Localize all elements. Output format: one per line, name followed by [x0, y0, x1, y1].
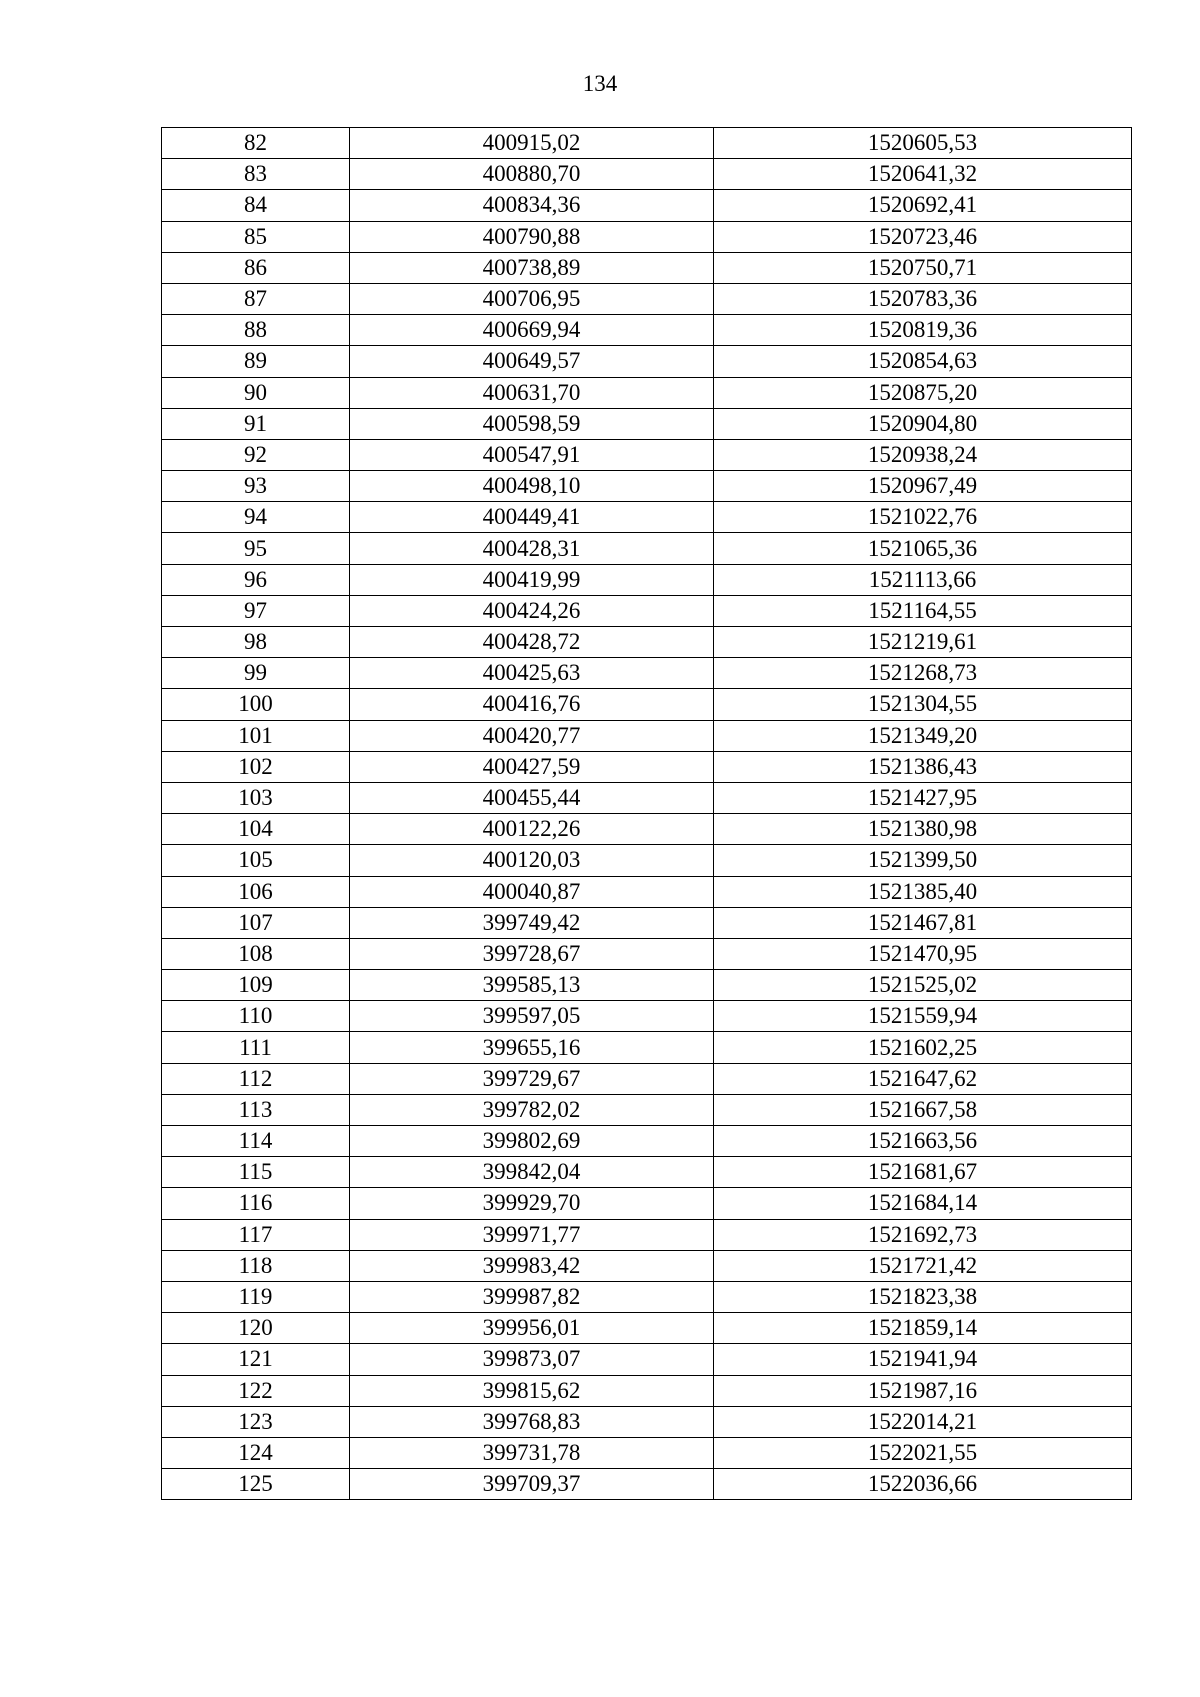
x-coordinate-cell: 400416,76	[350, 689, 714, 720]
x-coordinate-cell: 399731,78	[350, 1437, 714, 1468]
point-number-cell: 116	[162, 1188, 350, 1219]
x-coordinate-cell: 399768,83	[350, 1406, 714, 1437]
point-number-cell: 118	[162, 1250, 350, 1281]
x-coordinate-cell: 400120,03	[350, 845, 714, 876]
x-coordinate-cell: 399782,02	[350, 1094, 714, 1125]
x-coordinate-cell: 399709,37	[350, 1469, 714, 1500]
point-number-cell: 104	[162, 814, 350, 845]
point-number-cell: 111	[162, 1032, 350, 1063]
y-coordinate-cell: 1521987,16	[714, 1375, 1132, 1406]
table-row	[162, 1188, 1132, 1219]
table-row	[162, 720, 1132, 751]
table-row	[162, 159, 1132, 190]
x-coordinate-cell: 400631,70	[350, 377, 714, 408]
table-row	[162, 689, 1132, 720]
point-number-cell: 106	[162, 876, 350, 907]
x-coordinate-cell: 399597,05	[350, 1001, 714, 1032]
x-coordinate-cell: 399585,13	[350, 970, 714, 1001]
table-row	[162, 1157, 1132, 1188]
y-coordinate-cell: 1520750,71	[714, 252, 1132, 283]
x-coordinate-cell: 400428,31	[350, 533, 714, 564]
y-coordinate-cell: 1521385,40	[714, 876, 1132, 907]
table-row	[162, 1406, 1132, 1437]
y-coordinate-cell: 1521559,94	[714, 1001, 1132, 1032]
point-number-cell: 94	[162, 502, 350, 533]
y-coordinate-cell: 1521219,61	[714, 627, 1132, 658]
table-row	[162, 190, 1132, 221]
x-coordinate-cell: 400547,91	[350, 439, 714, 470]
x-coordinate-cell: 400880,70	[350, 159, 714, 190]
x-coordinate-cell: 400915,02	[350, 128, 714, 159]
table-row	[162, 658, 1132, 689]
table-row	[162, 1063, 1132, 1094]
x-coordinate-cell: 399929,70	[350, 1188, 714, 1219]
point-number-cell: 100	[162, 689, 350, 720]
table-row	[162, 346, 1132, 377]
point-number-cell: 108	[162, 938, 350, 969]
table-row	[162, 1219, 1132, 1250]
y-coordinate-cell: 1521941,94	[714, 1344, 1132, 1375]
point-number-cell: 93	[162, 471, 350, 502]
table-row	[162, 751, 1132, 782]
x-coordinate-cell: 400669,94	[350, 315, 714, 346]
x-coordinate-cell: 399815,62	[350, 1375, 714, 1406]
y-coordinate-cell: 1521681,67	[714, 1157, 1132, 1188]
y-coordinate-cell: 1521022,76	[714, 502, 1132, 533]
y-coordinate-cell: 1521525,02	[714, 970, 1132, 1001]
point-number-cell: 86	[162, 252, 350, 283]
x-coordinate-cell: 399873,07	[350, 1344, 714, 1375]
y-coordinate-cell: 1520904,80	[714, 408, 1132, 439]
y-coordinate-cell: 1520723,46	[714, 221, 1132, 252]
y-coordinate-cell: 1521684,14	[714, 1188, 1132, 1219]
x-coordinate-cell: 399956,01	[350, 1313, 714, 1344]
point-number-cell: 119	[162, 1281, 350, 1312]
table-row	[162, 1281, 1132, 1312]
table-row	[162, 471, 1132, 502]
x-coordinate-cell: 399655,16	[350, 1032, 714, 1063]
point-number-cell: 120	[162, 1313, 350, 1344]
x-coordinate-cell: 399842,04	[350, 1157, 714, 1188]
point-number-cell: 84	[162, 190, 350, 221]
y-coordinate-cell: 1521823,38	[714, 1281, 1132, 1312]
point-number-cell: 109	[162, 970, 350, 1001]
page-number: 134	[582, 71, 618, 96]
point-number-cell: 82	[162, 128, 350, 159]
point-number-cell: 83	[162, 159, 350, 190]
point-number-cell: 89	[162, 346, 350, 377]
table-row	[162, 845, 1132, 876]
x-coordinate-cell: 400428,72	[350, 627, 714, 658]
y-coordinate-cell: 1521602,25	[714, 1032, 1132, 1063]
x-coordinate-cell: 400498,10	[350, 471, 714, 502]
point-number-cell: 98	[162, 627, 350, 658]
table-row	[162, 1469, 1132, 1500]
point-number-cell: 103	[162, 782, 350, 813]
y-coordinate-cell: 1520692,41	[714, 190, 1132, 221]
y-coordinate-cell: 1520819,36	[714, 315, 1132, 346]
point-number-cell: 114	[162, 1126, 350, 1157]
y-coordinate-cell: 1522036,66	[714, 1469, 1132, 1500]
x-coordinate-cell: 400790,88	[350, 221, 714, 252]
table-row	[162, 1001, 1132, 1032]
point-number-cell: 96	[162, 564, 350, 595]
x-coordinate-cell: 400706,95	[350, 283, 714, 314]
x-coordinate-cell: 400598,59	[350, 408, 714, 439]
point-number-cell: 115	[162, 1157, 350, 1188]
point-number-cell: 97	[162, 595, 350, 626]
table-row	[162, 814, 1132, 845]
y-coordinate-cell: 1521721,42	[714, 1250, 1132, 1281]
point-number-cell: 91	[162, 408, 350, 439]
x-coordinate-cell: 399987,82	[350, 1281, 714, 1312]
x-coordinate-cell: 400420,77	[350, 720, 714, 751]
point-number-cell: 110	[162, 1001, 350, 1032]
y-coordinate-cell: 1521427,95	[714, 782, 1132, 813]
x-coordinate-cell: 399728,67	[350, 938, 714, 969]
y-coordinate-cell: 1521859,14	[714, 1313, 1132, 1344]
table-row	[162, 1344, 1132, 1375]
x-coordinate-cell: 399971,77	[350, 1219, 714, 1250]
y-coordinate-cell: 1521467,81	[714, 907, 1132, 938]
y-coordinate-cell: 1521663,56	[714, 1126, 1132, 1157]
point-number-cell: 124	[162, 1437, 350, 1468]
y-coordinate-cell: 1521304,55	[714, 689, 1132, 720]
table-row	[162, 1437, 1132, 1468]
table-row	[162, 1313, 1132, 1344]
point-number-cell: 99	[162, 658, 350, 689]
y-coordinate-cell: 1520875,20	[714, 377, 1132, 408]
point-number-cell: 92	[162, 439, 350, 470]
x-coordinate-cell: 400122,26	[350, 814, 714, 845]
table-row	[162, 221, 1132, 252]
point-number-cell: 113	[162, 1094, 350, 1125]
y-coordinate-cell: 1521380,98	[714, 814, 1132, 845]
x-coordinate-cell: 399749,42	[350, 907, 714, 938]
table-row	[162, 970, 1132, 1001]
y-coordinate-cell: 1520605,53	[714, 128, 1132, 159]
table-row	[162, 252, 1132, 283]
table-row	[162, 1094, 1132, 1125]
point-number-cell: 107	[162, 907, 350, 938]
y-coordinate-cell: 1521399,50	[714, 845, 1132, 876]
point-number-cell: 117	[162, 1219, 350, 1250]
table-row	[162, 283, 1132, 314]
table-row	[162, 595, 1132, 626]
x-coordinate-cell: 399983,42	[350, 1250, 714, 1281]
table-row	[162, 938, 1132, 969]
table-row	[162, 564, 1132, 595]
y-coordinate-cell: 1520641,32	[714, 159, 1132, 190]
table-row	[162, 315, 1132, 346]
y-coordinate-cell: 1521268,73	[714, 658, 1132, 689]
table-row	[162, 1375, 1132, 1406]
y-coordinate-cell: 1522021,55	[714, 1437, 1132, 1468]
y-coordinate-cell: 1521647,62	[714, 1063, 1132, 1094]
table-row	[162, 876, 1132, 907]
y-coordinate-cell: 1520783,36	[714, 283, 1132, 314]
point-number-cell: 101	[162, 720, 350, 751]
x-coordinate-cell: 400455,44	[350, 782, 714, 813]
point-number-cell: 122	[162, 1375, 350, 1406]
y-coordinate-cell: 1521386,43	[714, 751, 1132, 782]
x-coordinate-cell: 400040,87	[350, 876, 714, 907]
y-coordinate-cell: 1522014,21	[714, 1406, 1132, 1437]
table-row	[162, 439, 1132, 470]
y-coordinate-cell: 1520938,24	[714, 439, 1132, 470]
table-row	[162, 1250, 1132, 1281]
y-coordinate-cell: 1521113,66	[714, 564, 1132, 595]
x-coordinate-cell: 400424,26	[350, 595, 714, 626]
point-number-cell: 125	[162, 1469, 350, 1500]
table-row	[162, 782, 1132, 813]
point-number-cell: 112	[162, 1063, 350, 1094]
x-coordinate-cell: 400649,57	[350, 346, 714, 377]
y-coordinate-cell: 1521065,36	[714, 533, 1132, 564]
x-coordinate-cell: 399729,67	[350, 1063, 714, 1094]
y-coordinate-cell: 1521470,95	[714, 938, 1132, 969]
table-row	[162, 533, 1132, 564]
table-row	[162, 408, 1132, 439]
table-row	[162, 627, 1132, 658]
table-row	[162, 128, 1132, 159]
table-row	[162, 1032, 1132, 1063]
x-coordinate-cell: 399802,69	[350, 1126, 714, 1157]
point-number-cell: 88	[162, 315, 350, 346]
y-coordinate-cell: 1521667,58	[714, 1094, 1132, 1125]
coordinates-table-body	[162, 128, 1132, 1500]
point-number-cell: 105	[162, 845, 350, 876]
x-coordinate-cell: 400449,41	[350, 502, 714, 533]
point-number-cell: 87	[162, 283, 350, 314]
y-coordinate-cell: 1521692,73	[714, 1219, 1132, 1250]
point-number-cell: 121	[162, 1344, 350, 1375]
table-row	[162, 377, 1132, 408]
point-number-cell: 90	[162, 377, 350, 408]
table-row	[162, 1126, 1132, 1157]
x-coordinate-cell: 400427,59	[350, 751, 714, 782]
point-number-cell: 123	[162, 1406, 350, 1437]
x-coordinate-cell: 400425,63	[350, 658, 714, 689]
x-coordinate-cell: 400834,36	[350, 190, 714, 221]
y-coordinate-cell: 1520854,63	[714, 346, 1132, 377]
point-number-cell: 102	[162, 751, 350, 782]
x-coordinate-cell: 400419,99	[350, 564, 714, 595]
table-row	[162, 502, 1132, 533]
table-row	[162, 907, 1132, 938]
y-coordinate-cell: 1521164,55	[714, 595, 1132, 626]
point-number-cell: 95	[162, 533, 350, 564]
x-coordinate-cell: 400738,89	[350, 252, 714, 283]
y-coordinate-cell: 1520967,49	[714, 471, 1132, 502]
y-coordinate-cell: 1521349,20	[714, 720, 1132, 751]
coordinates-table	[161, 127, 1132, 1500]
point-number-cell: 85	[162, 221, 350, 252]
